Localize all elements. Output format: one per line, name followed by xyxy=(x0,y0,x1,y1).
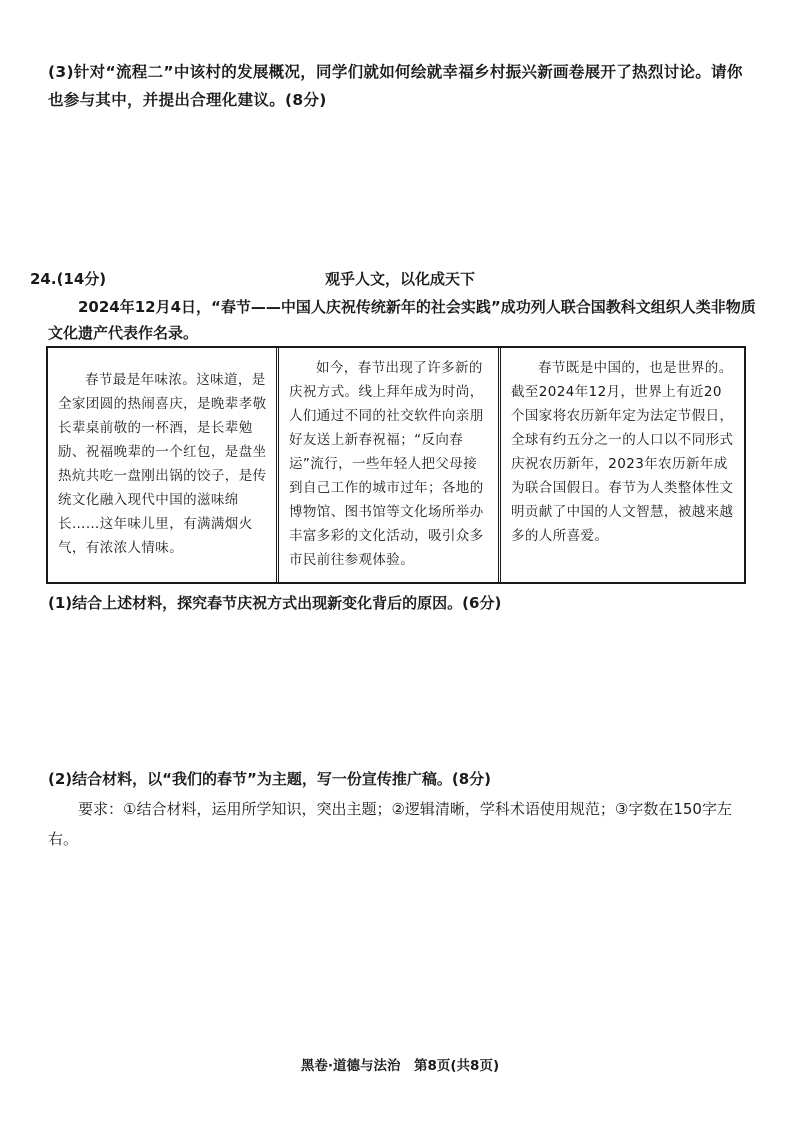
question-3-text: (3)针对“流程二”中该村的发展概况，同学们就如何绘就幸福乡村振兴新画卷展开了热烈讨论。请你也参与其中，并提出合理化建议。(8分) xyxy=(48,63,743,109)
page-footer: 黑卷·道德与法治 第8页(共8页) xyxy=(300,1058,500,1074)
material-text-3: 春节既是中国的，也是世界的。截至2024年12月，世界上有近20个国家将农历新年定为法定节假日，全球有约五分之一的人口以不同形式庆祝农历新年，2023年农历新年成为联合国假日。春节为人类整体性文明贡献了中国的人文智慧，被越来越多的人所喜爱。 xyxy=(511,360,734,544)
sub-question-1: (1)结合上述材料，探究春节庆祝方式出现新变化背后的原因。(6分) xyxy=(48,594,502,612)
material-text-1: 春节最是年味浓。这味道，是全家团圆的热闹喜庆，是晚辈孝敬长辈桌前敬的一杯酒，是长辈勉励、祝福晚辈的一个红包，是盘坐热炕共吃一盘刚出锅的饺子，是传统文化融入现代中国的滋味绵长……这年味儿里，有满满烟火气，有浓浓人情味。 xyxy=(58,372,267,556)
question-24-intro: 2024年12月4日，“春节——中国人庆祝传统新年的社会实践”成功列人联合国教科文组织人类非物质文化遗产代表作名录。 xyxy=(48,298,756,342)
material-box-2 xyxy=(279,348,501,582)
sub-question-2: (2)结合材料，以“我们的春节”为主题，写一份宣传推广稿。(8分) xyxy=(48,770,492,788)
material-text-2: 如今，春节出现了许多新的庆祝方式。线上拜年成为时尚，人们通过不同的社交软件向亲朋好友送上新春祝福；“反向春运”流行，一些年轻人把父母接到自己工作的城市过年；各地的博物馆、图书馆等文化场所举办丰富多彩的文化活动，吸引众多市民前往参观体验。 xyxy=(289,360,484,568)
writing-requirements: 要求：①结合材料，运用所学知识，突出主题；②逻辑清晰，学科术语使用规范；③字数在150字左右。 xyxy=(48,800,732,848)
material-boxes xyxy=(46,346,746,584)
material-box-3 xyxy=(501,348,744,582)
question-24-number: 24.(14分) xyxy=(30,270,107,288)
material-box-1 xyxy=(48,348,279,582)
question-24-title: 观乎人文，以化成天下 xyxy=(324,270,475,288)
